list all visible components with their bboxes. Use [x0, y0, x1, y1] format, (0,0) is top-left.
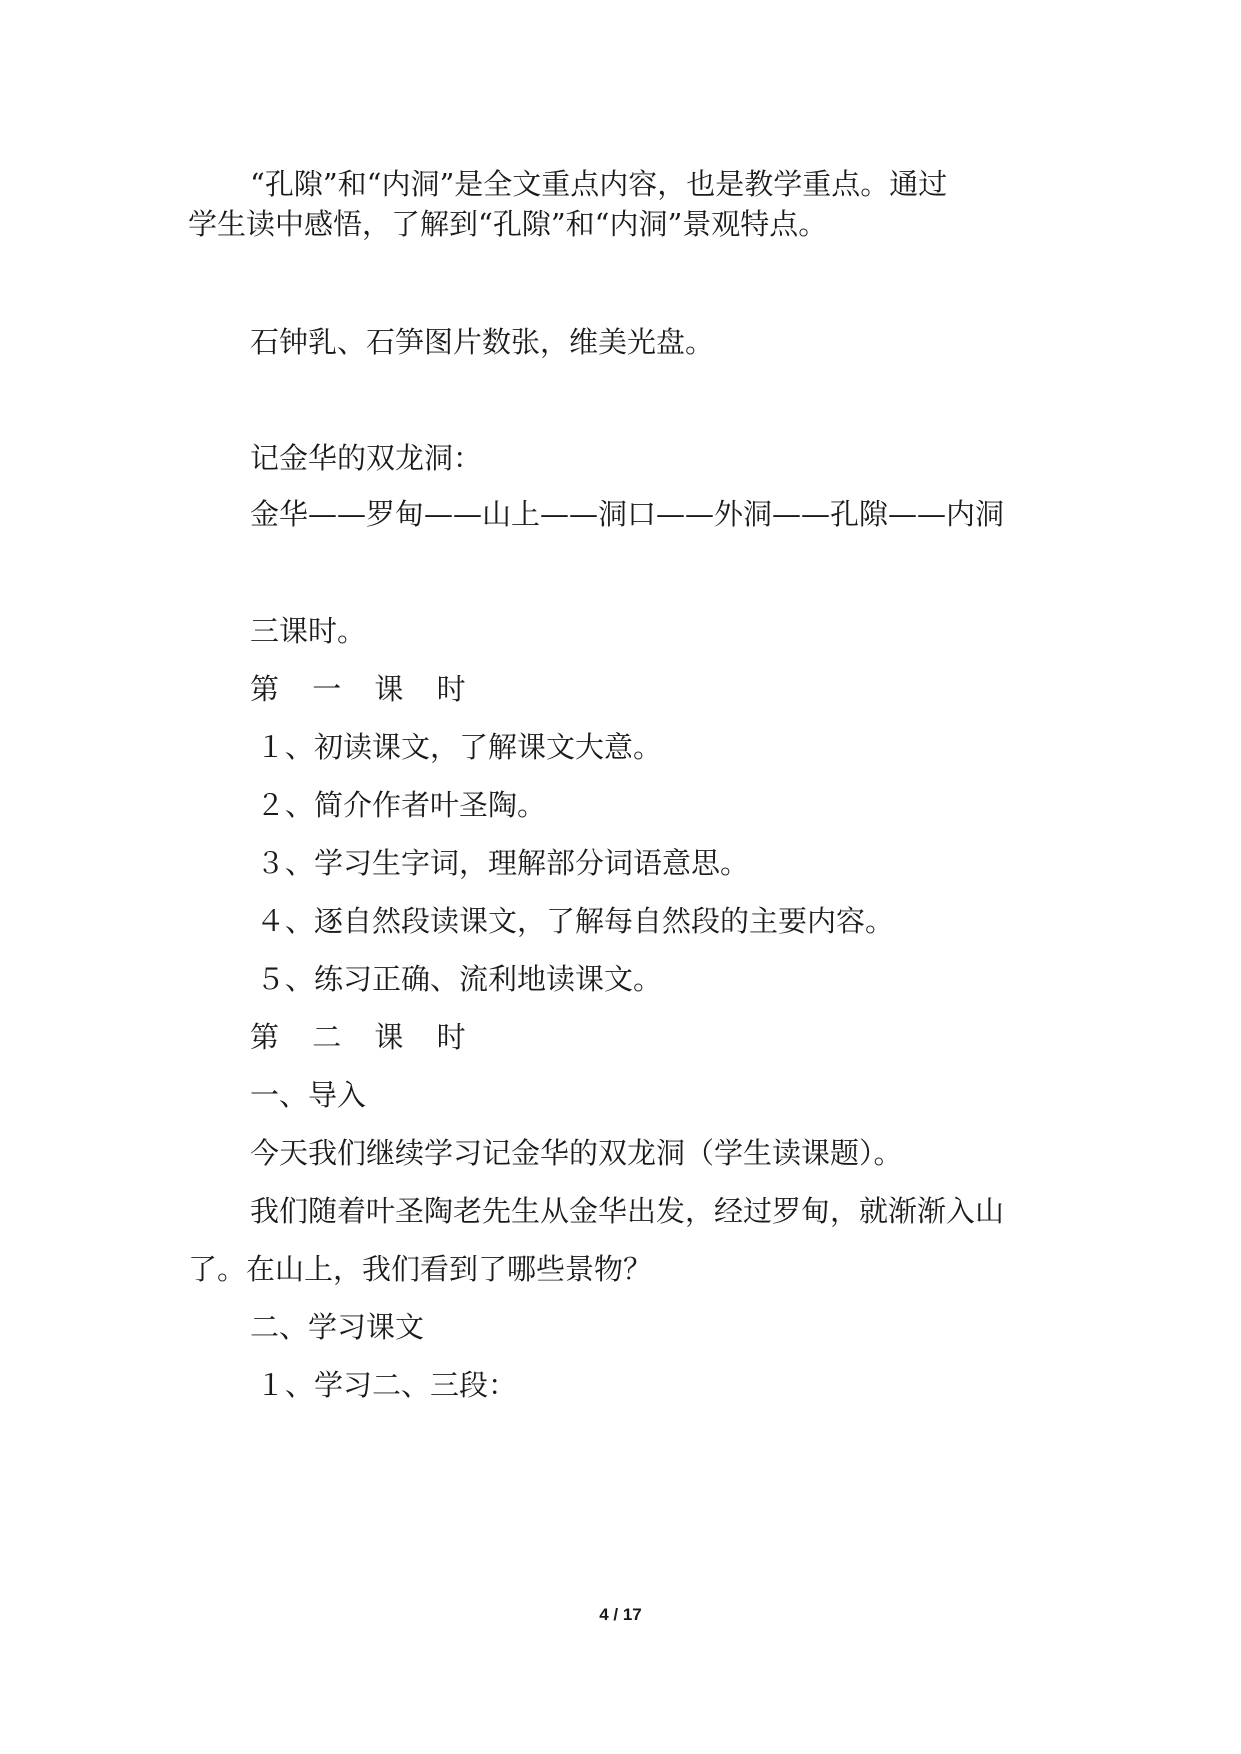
paragraph-journey-line-2: 了。在山上，我们看到了哪些景物？ — [188, 1252, 653, 1286]
list-item-3: ３、学习生字词，理解部分词语意思。 — [256, 846, 750, 880]
paragraph-title: 记金华的双龙洞： — [250, 441, 483, 475]
paragraph-periods: 三课时。 — [250, 614, 367, 648]
list-item-2: ２、简介作者叶圣陶。 — [256, 788, 547, 822]
paragraph-key-points-line-2: 学生读中感悟，了解到“孔隙”和“内洞”景观特点。 — [188, 207, 828, 241]
section-study-heading: 二、学习课文 — [250, 1310, 425, 1344]
list-item-1: １、初读课文，了解课文大意。 — [256, 730, 663, 764]
paragraph-materials: 石钟乳、石笋图片数张，维美光盘。 — [250, 325, 715, 359]
list-item-study-1: １、学习二、三段： — [256, 1368, 518, 1402]
paragraph-journey-line-1: 我们随着叶圣陶老先生从金华出发，经过罗甸，就渐渐入山 — [250, 1194, 1005, 1228]
list-item-4: ４、逐自然段读课文，了解每自然段的主要内容。 — [256, 904, 895, 938]
heading-first-period: 第 一 课 时 — [250, 672, 478, 706]
list-item-5: ５、练习正确、流利地读课文。 — [256, 962, 663, 996]
section-intro-heading: 一、导入 — [250, 1078, 367, 1112]
paragraph-key-points-line-1: “孔隙”和“内洞”是全文重点内容，也是教学重点。通过 — [250, 167, 948, 201]
paragraph-route: 金华——罗甸——山上——洞口——外洞——孔隙——内洞 — [250, 497, 1005, 531]
heading-second-period: 第 二 课 时 — [250, 1020, 478, 1054]
page-number: 4 / 17 — [599, 1605, 642, 1624]
paragraph-today: 今天我们继续学习记金华的双龙洞（学生读课题）。 — [250, 1136, 903, 1170]
